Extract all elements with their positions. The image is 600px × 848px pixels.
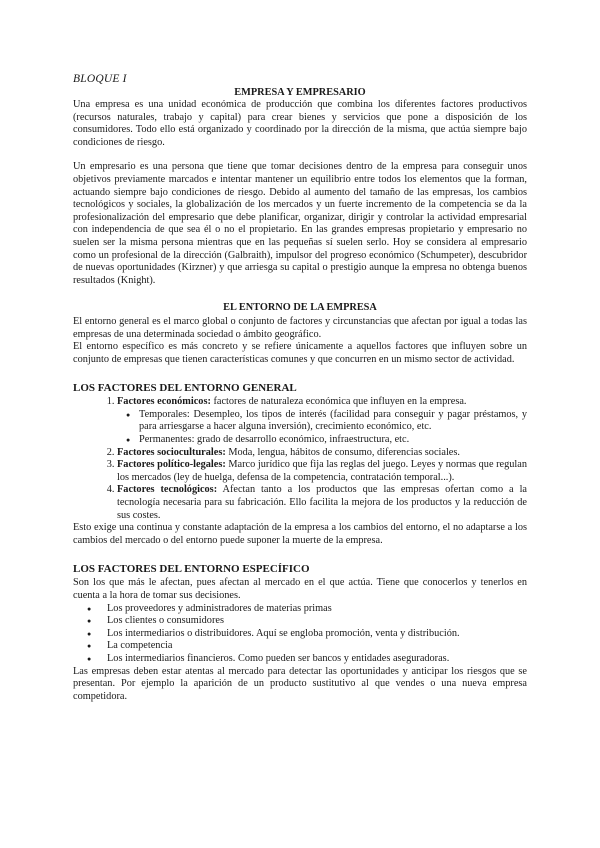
economic-sublist [117,409,527,447]
block-label: BLOQUE I [73,73,127,85]
factor-label: Factores económicos: [117,396,211,408]
factor-label: Factores tecnológicos: [117,484,218,496]
paragraph-entorno-general: El entorno general es el marco global o conjunto de factores y circunstancias que afectan por igual a todas las empresas de una determinada sociedad o ámbito geográfico. [73,315,527,340]
factor-label: Factores socioculturales: [117,446,226,458]
list-item [117,484,527,522]
list-item: ● Los intermediarios o distribuidores. Aquí se engloba promoción, venta y distribución. [107,628,527,641]
paragraph-empresa: Una empresa es una unidad económica de producción que combina los diferentes factores productivos (recursos naturales, trabajo y capital) para crear bienes y servicios que pone a disposición de los consumidores. Todo ello está organizado y coordinado por la dirección de la misma, que actúa siempre bajo condiciones de riesgo. [73,99,527,148]
section-heading-factores-generales: LOS FACTORES DEL ENTORNO GENERAL [73,382,297,395]
factor-text: Moda, lengua, hábitos de consumo, diferencias sociales. [225,446,460,458]
list-item [117,459,527,484]
factors-list [73,396,527,522]
list-item: ● Temporales: Desempleo, los tipos de interés (facilidad para conseguir y pagar préstamos, y para arriesgarse a hacer alguna inversión), crecimiento económico, etc. [139,409,527,434]
section-heading-entorno: EL ENTORNO DE LA EMPRESA [223,302,377,314]
list-item [117,447,527,460]
factor-label: Factores político-legales: [117,459,226,471]
specific-factors-list [73,603,527,666]
list-item [117,396,527,446]
list-item: ● Los clientes o consumidores [107,615,527,628]
factor-text: Afectan tanto a los productos que las empresas ofertan como a la tecnología necesaria para su fabricación. Ello facilita la mejora de los productos y la reducción de sus costes. [117,484,527,521]
paragraph-empresario: Un empresario es una persona que tiene que tomar decisiones dentro de la empresa para conseguir unos objetivos previamente marcados e intentar mantener un equilibrio entre todos los elementos que la forman, actuando siempre bajo condiciones de riesgo. Debido al aumento del tamaño de las empresas, los cambios tecnológicos y sociales, la globalización de los mercados y un fuerte incremento de la competencia se da la profesionalización del empresario que debe planificar, organizar, dirigir y controlar la actividad empresarial con independencia de que sea él o no el propietario. En las grandes empresas propietario y empresario no suelen ser la misma persona mientras que en las pequeñas sí suelen serlo. Hoy se considera al empresario como un profesional de la dirección (Galbraith), impulsor del progreso económico (Schumpeter), descubridor de nuevas oportunidades (Kirzner) y que arriesga su capital o prestigio aunque la empresa no obtenga buenos resultados (Knight). [73,161,527,286]
list-item: ● Los intermediarios financieros. Como pueden ser bancos y entidades aseguradoras. [107,653,527,666]
list-item: ● Permanentes: grado de desarrollo económico, infraestructura, etc. [139,434,527,447]
list-item: ● Los proveedores y administradores de materias primas [107,603,527,616]
section-heading-factores-especificos: LOS FACTORES DEL ENTORNO ESPECÍFICO [73,563,310,576]
paragraph-especifico-intro: Son los que más le afectan, pues afectan al mercado en el que actúa. Tiene que conocerlos y tenerlos en cuenta a la hora de tomar sus decisiones. [73,577,527,601]
factor-text: Marco jurídico que fija las reglas del juego. Leyes y normas que regulan los mercados (ley de huelga, defensa de la competencia, contratación temporal...). [117,459,527,483]
list-item: ● La competencia [107,640,527,653]
factor-text: factores de naturaleza económica que influyen en la empresa. [210,396,467,408]
page-title: EMPRESA Y EMPRESARIO [234,87,366,98]
paragraph-entorno-especifico: El entorno específico es más concreto y se refiere únicamente a aquellos factores que influyen sobre un conjunto de empresas que tienen características comunes y que concurren en un mismo sector de actividad. [73,341,527,365]
document-body [73,72,527,703]
paragraph-conclusion: Las empresas deben estar atentas al mercado para detectar las oportunidades y anticipar los riesgos que se presentan. Por ejemplo la aparición de un producto sustitutivo al que vendes o una nueva empresa competidora. [73,665,527,702]
paragraph-adaptacion: Esto exige una continua y constante adaptación de la empresa a los cambios del entorno, el no adaptarse a los cambios del mercado o del entorno puede suponer la muerte de la empresa. [73,522,527,546]
